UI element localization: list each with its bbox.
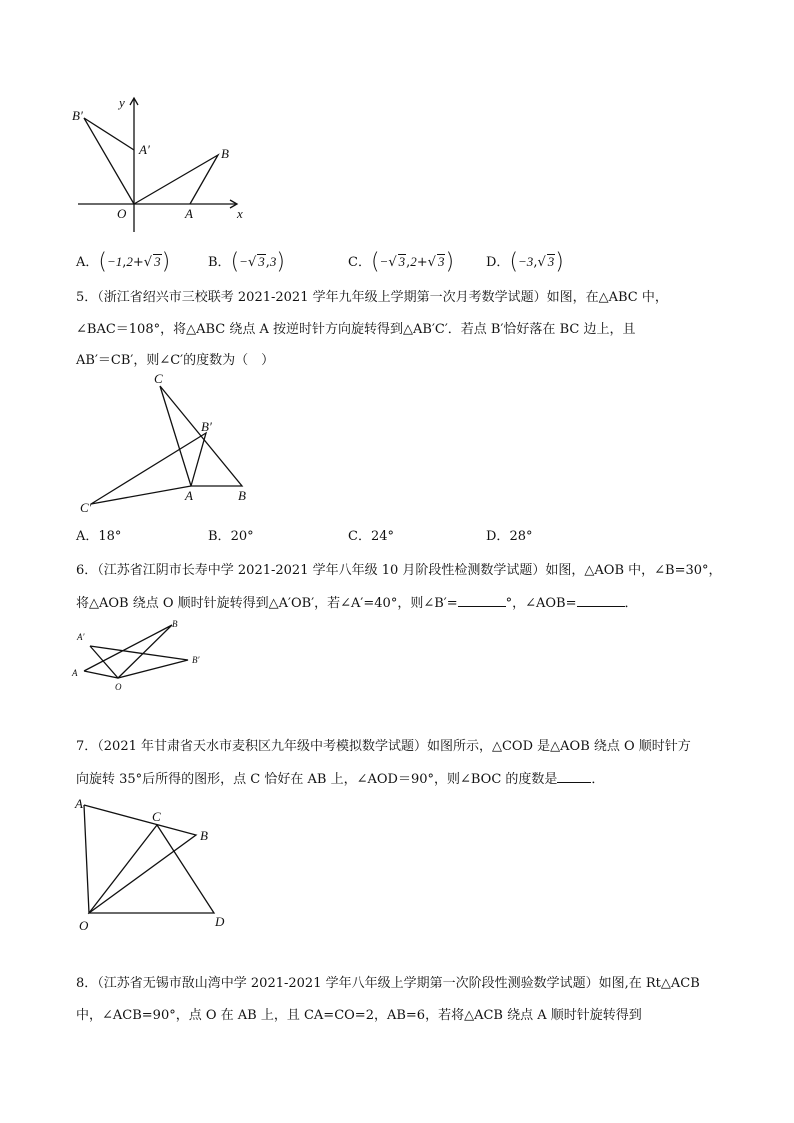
q4-option-d[interactable]: D．(−3,√ 3)	[486, 249, 564, 275]
label-A: A	[72, 668, 78, 678]
q4-figure	[70, 92, 260, 232]
label-A-prime: A′	[139, 142, 150, 157]
q8-line-2: 中，∠ACB=90°，点 O 在 AB 上，且 CA=CO=2，AB=6，若将△ACB 绕点 A 顺时针旋转得到	[76, 1008, 642, 1023]
triangle-A'OB'	[90, 646, 188, 678]
label-D: D	[215, 914, 225, 929]
q5-option-d[interactable]: D．28°	[486, 529, 533, 544]
q5-option-c[interactable]: C．24°	[348, 529, 394, 544]
q4-option-c[interactable]: C．(−√ 3,2+√ 3)	[348, 249, 455, 275]
label-O: O	[79, 918, 89, 933]
q5-figure	[78, 371, 268, 520]
label-A: A	[185, 206, 193, 221]
q6-figure	[68, 618, 218, 696]
q7-figure	[72, 795, 242, 935]
q5-line-1: 5．（浙江省绍兴市三校联考 2021-2021 学年九年级上学期第一次月考数学试题）如图，在△ABC 中，	[76, 290, 668, 305]
q6-blank-b-prime[interactable]	[458, 592, 506, 607]
label-B: B	[200, 828, 208, 843]
q4-option-a[interactable]: A．(−1,2+√ 3)	[76, 249, 171, 275]
triangle-OAB	[134, 155, 218, 204]
label-O: O	[117, 206, 127, 221]
q8-line-1: 8．（江苏省无锡市敔山湾中学 2021-2021 学年八年级上学期第一次阶段性测验数学试题）如图,在 Rt△ACB	[76, 976, 700, 991]
label-A: A	[75, 796, 83, 811]
q6-line-1: 6．（江苏省江阴市长寿中学 2021-2021 学年八年级 10 月阶段性检测数学试题）如图，△AOB 中，∠B=30°，	[76, 563, 722, 578]
q5-line-3: AB′＝CB′，则∠C′的度数为（ ）	[76, 353, 275, 368]
q7-line-1: 7．（2021 年甘肃省天水市麦积区九年级中考模拟数学试题）如图所示，△COD 是△AOB 绕点 O 顺时针方	[76, 739, 691, 754]
label-B-prime: B′	[201, 419, 212, 434]
label-x: x	[237, 206, 243, 221]
label-C: C	[154, 371, 163, 386]
label-A-prime: A′	[77, 632, 85, 642]
label-A: A	[185, 488, 193, 503]
label-C: C	[152, 809, 161, 824]
label-C-prime: C′	[80, 500, 92, 515]
q5-option-b[interactable]: B．20°	[208, 529, 254, 544]
q4-option-b[interactable]: B．(−√ 3,3)	[208, 249, 285, 275]
q7-line-2: 向旋转 35°后所得的图形，点 C 恰好在 AB 上，∠AOD＝90°，则∠BOC 的度数是 ．	[76, 768, 604, 790]
q6-line-2: 将△AOB 绕点 O 顺时针旋转得到△A′OB′，若∠A′=40°，则∠B′= °，∠AOB= ．	[76, 592, 638, 614]
triangle-OA'B'	[84, 118, 134, 204]
q5-option-a[interactable]: A．18°	[76, 529, 122, 544]
label-y: y	[119, 95, 125, 110]
q5-line-2: ∠BAC＝108°，将△ABC 绕点 A 按逆时针方向旋转得到△AB′C′．若点 B′恰好落在 BC 边上，且	[76, 322, 636, 337]
label-O: O	[115, 682, 122, 692]
label-B-prime: B′	[192, 655, 200, 665]
label-B: B	[238, 488, 246, 503]
q6-blank-aob[interactable]	[577, 592, 625, 607]
label-B-prime: B′	[72, 108, 83, 123]
label-B: B	[172, 619, 178, 629]
label-B: B	[221, 146, 229, 161]
q7-blank-boc[interactable]	[557, 768, 591, 783]
